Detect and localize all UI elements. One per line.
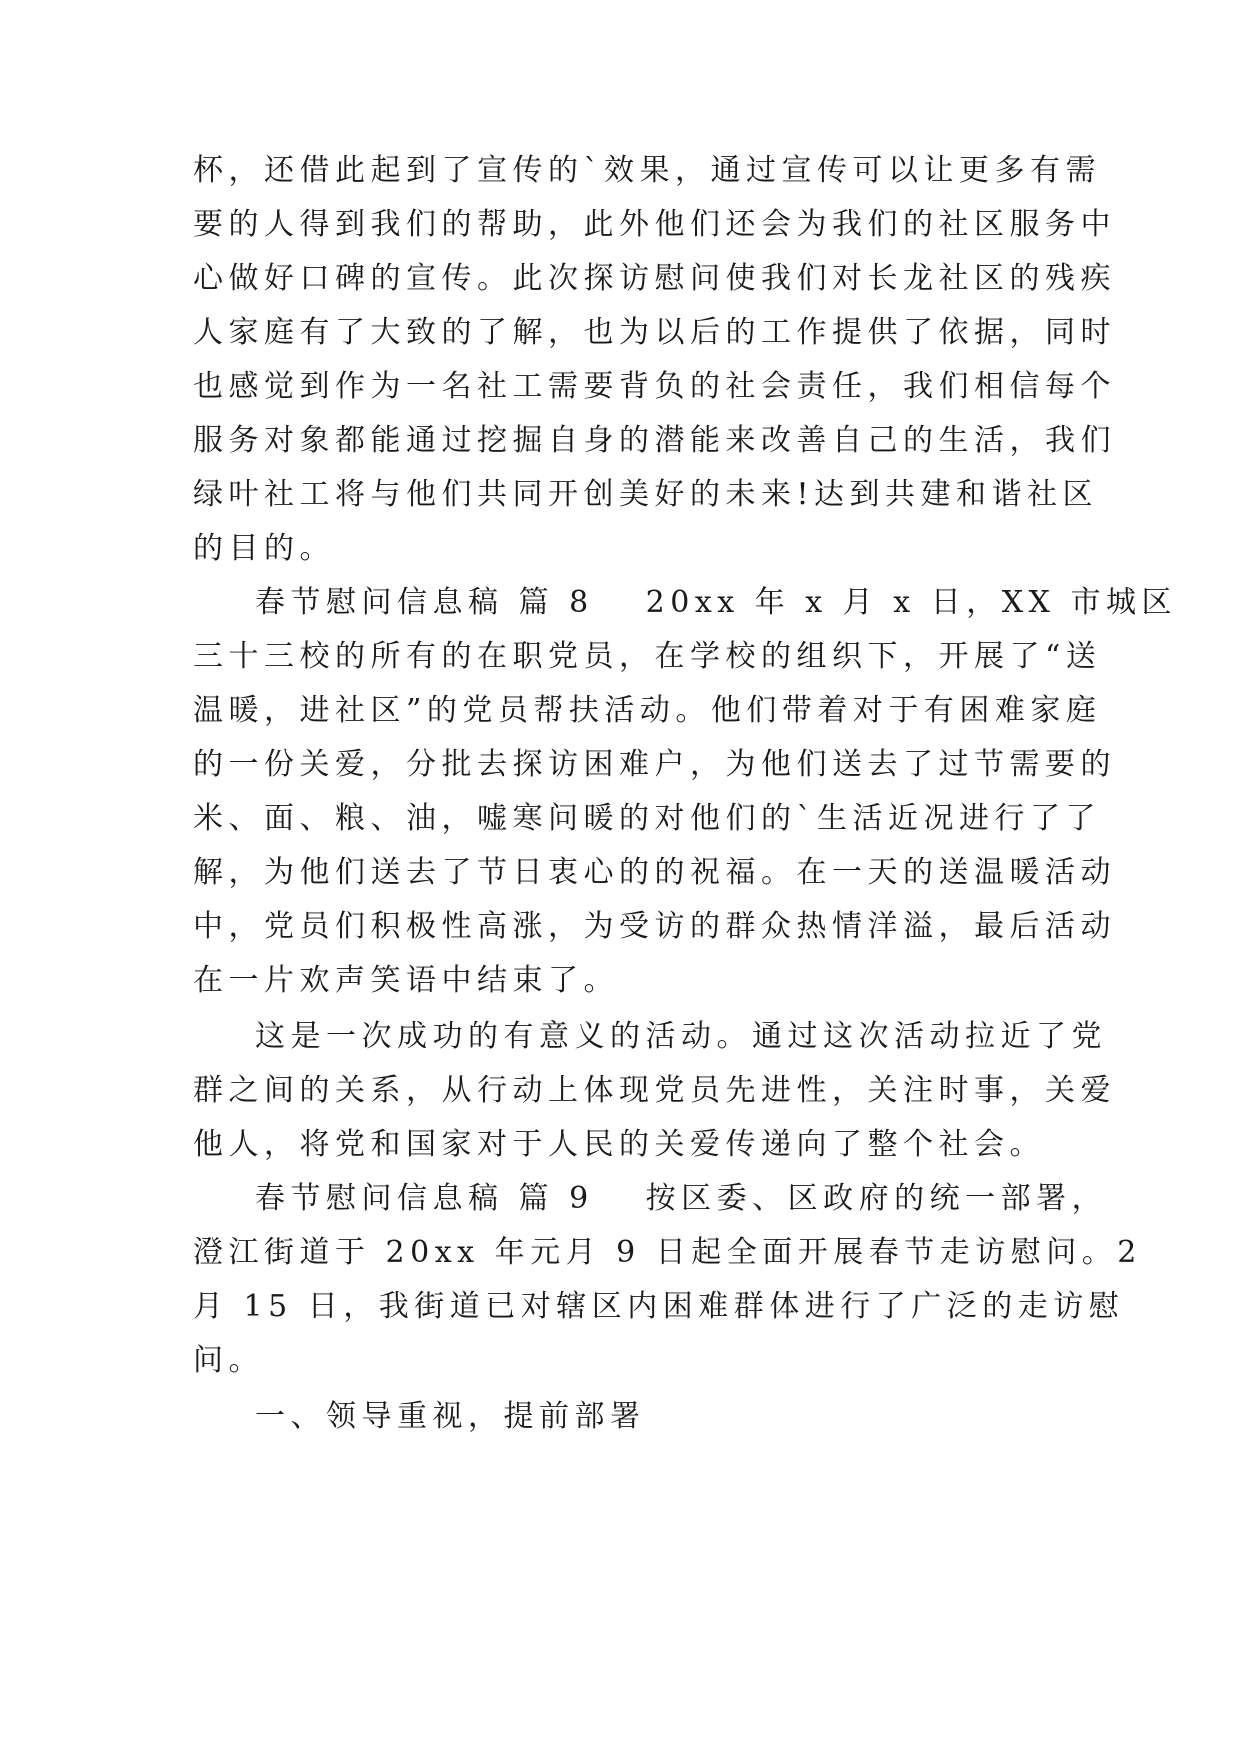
body-text-line: 人家庭有了大致的了解，也为以后的工作提供了依据，同时 xyxy=(193,315,1116,350)
section-9-heading: 春节慰问信息稿 篇 9 xyxy=(255,1181,594,1216)
body-text-line: 问。 xyxy=(193,1343,264,1378)
body-text-line: 月 15 日，我街道已对辖区内困难群体进行了广泛的走访慰 xyxy=(193,1289,1125,1324)
body-text-line: 杯，还借此起到了宣传的`效果，通过宣传可以让更多有需 xyxy=(193,153,1101,188)
body-text-line: 服务对象都能通过挖掘自身的潜能来改善自己的生活，我们 xyxy=(193,423,1116,458)
section-8-heading: 春节慰问信息稿 篇 8 xyxy=(255,585,594,620)
body-text-line: 绿叶社工将与他们共同开创美好的未来!达到共建和谐社区 xyxy=(193,477,1099,512)
body-text-line: 温暖，进社区”的党员帮扶活动。他们带着对于有困难家庭 xyxy=(193,693,1102,728)
body-text-line: 中，党员们积极性高涨，为受访的群众热情洋溢，最后活动 xyxy=(193,909,1116,944)
section-9-text: 按区委、区政府的统一部署， xyxy=(645,1181,1108,1216)
section-9-first-line xyxy=(255,1177,1108,1221)
section-8-text: 20xx 年 x 月 x 日，XX 市城区 xyxy=(645,585,1177,620)
section-heading: 一、领导重视，提前部署 xyxy=(255,1399,646,1434)
body-text-line: 澄江街道于 20xx 年元月 9 日起全面开展春节走访慰问。2 xyxy=(193,1235,1142,1270)
body-text-line: 的目的。 xyxy=(193,531,335,566)
body-text-line: 解，为他们送去了节日衷心的的祝福。在一天的送温暖活动 xyxy=(193,855,1116,890)
body-text-line: 他人，将党和国家对于人民的关爱传递向了整个社会。 xyxy=(193,1127,1045,1162)
body-text-line: 三十三校的所有的在职党员，在学校的组织下，开展了“送 xyxy=(193,639,1102,674)
body-text-line: 米、面、粮、油，嘘寒问暖的对他们的`生活近况进行了了 xyxy=(193,801,1101,836)
body-text-line: 群之间的关系，从行动上体现党员先进性，关注时事，关爱 xyxy=(193,1073,1116,1108)
body-text-line: 这是一次成功的有意义的活动。通过这次活动拉近了党 xyxy=(255,1019,1107,1054)
section-8-first-line xyxy=(255,581,1177,625)
body-text-line: 也感觉到作为一名社工需要背负的社会责任，我们相信每个 xyxy=(193,369,1116,404)
body-text-line: 要的人得到我们的帮助，此外他们还会为我们的社区服务中 xyxy=(193,207,1116,242)
body-text-line: 的一份关爱，分批去探访困难户，为他们送去了过节需要的 xyxy=(193,747,1116,782)
body-text-line: 在一片欢声笑语中结束了。 xyxy=(193,963,619,998)
body-text-line: 心做好口碑的宣传。此次探访慰问使我们对长龙社区的残疾 xyxy=(193,261,1116,296)
